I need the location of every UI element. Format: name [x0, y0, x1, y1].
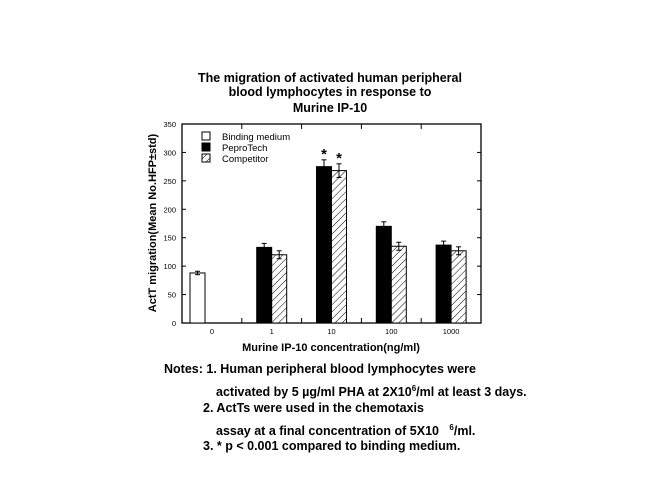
y-axis-label: ActT migration(Mean No.HFP±std)	[147, 133, 159, 313]
x-tick-label: 100	[385, 327, 398, 336]
notes-label: Notes:	[164, 362, 203, 376]
legend-swatch	[202, 154, 210, 162]
notes-line-4	[216, 423, 475, 438]
y-tick-label: 150	[163, 233, 176, 243]
note-2b-text: assay at a final concentration of 5X10	[216, 424, 439, 439]
y-tick-label: 100	[163, 262, 176, 272]
plot-area	[163, 120, 481, 336]
note-2a: 2. ActTs were used in the chemotaxis	[203, 401, 424, 415]
bar	[451, 251, 466, 323]
x-tick-label: 10	[327, 327, 336, 336]
x-tick-label: 1000	[442, 327, 460, 336]
legend	[202, 132, 290, 165]
chart-title-line-2: blood lymphocytes in response to	[228, 85, 432, 99]
notes-line-2	[216, 384, 527, 399]
notes-line-1	[164, 362, 476, 376]
bar	[317, 167, 332, 323]
note-1b-tail: /ml at least 3 days.	[416, 385, 527, 400]
legend-label: Competitor	[222, 154, 269, 165]
significance-marker: *	[321, 145, 327, 163]
bar	[391, 246, 406, 323]
x-tick-label: 0	[209, 327, 214, 336]
bar	[436, 245, 451, 323]
note-3: 3. * p < 0.001 compared to binding medium.	[203, 439, 461, 453]
bar	[257, 247, 272, 323]
bar	[332, 171, 347, 323]
x-axis-label: Murine IP-10 concentration(ng/ml)	[242, 342, 420, 354]
bar	[376, 226, 391, 323]
y-tick-label: 350	[163, 120, 176, 129]
y-tick-label: 250	[163, 176, 176, 186]
y-tick-label: 0	[171, 319, 176, 328]
significance-marker: *	[336, 149, 342, 167]
legend-swatch	[202, 132, 210, 140]
note-2b-tail: /ml.	[453, 424, 476, 439]
y-tick-label: 200	[163, 205, 176, 215]
note-2b-sup: 6	[449, 423, 454, 432]
bar	[190, 273, 205, 323]
legend-label: PeproTech	[222, 143, 268, 154]
bar	[272, 255, 287, 323]
y-tick-label: 300	[163, 148, 176, 158]
note-1b-text: activated by 5 µg/ml PHA at 2X10	[216, 385, 412, 400]
note-1a: 1. Human peripheral blood lymphocytes were	[206, 362, 476, 376]
legend-swatch	[202, 143, 210, 151]
x-tick-label: 1	[269, 327, 274, 336]
y-tick-label: 50	[167, 290, 176, 300]
legend-label: Binding medium	[222, 132, 291, 143]
chart-title-line-1: The migration of activated human peripheral	[198, 71, 462, 85]
note-1b-sup: 6	[411, 384, 417, 393]
chart-title-line-3: Murine IP-10	[292, 101, 368, 115]
